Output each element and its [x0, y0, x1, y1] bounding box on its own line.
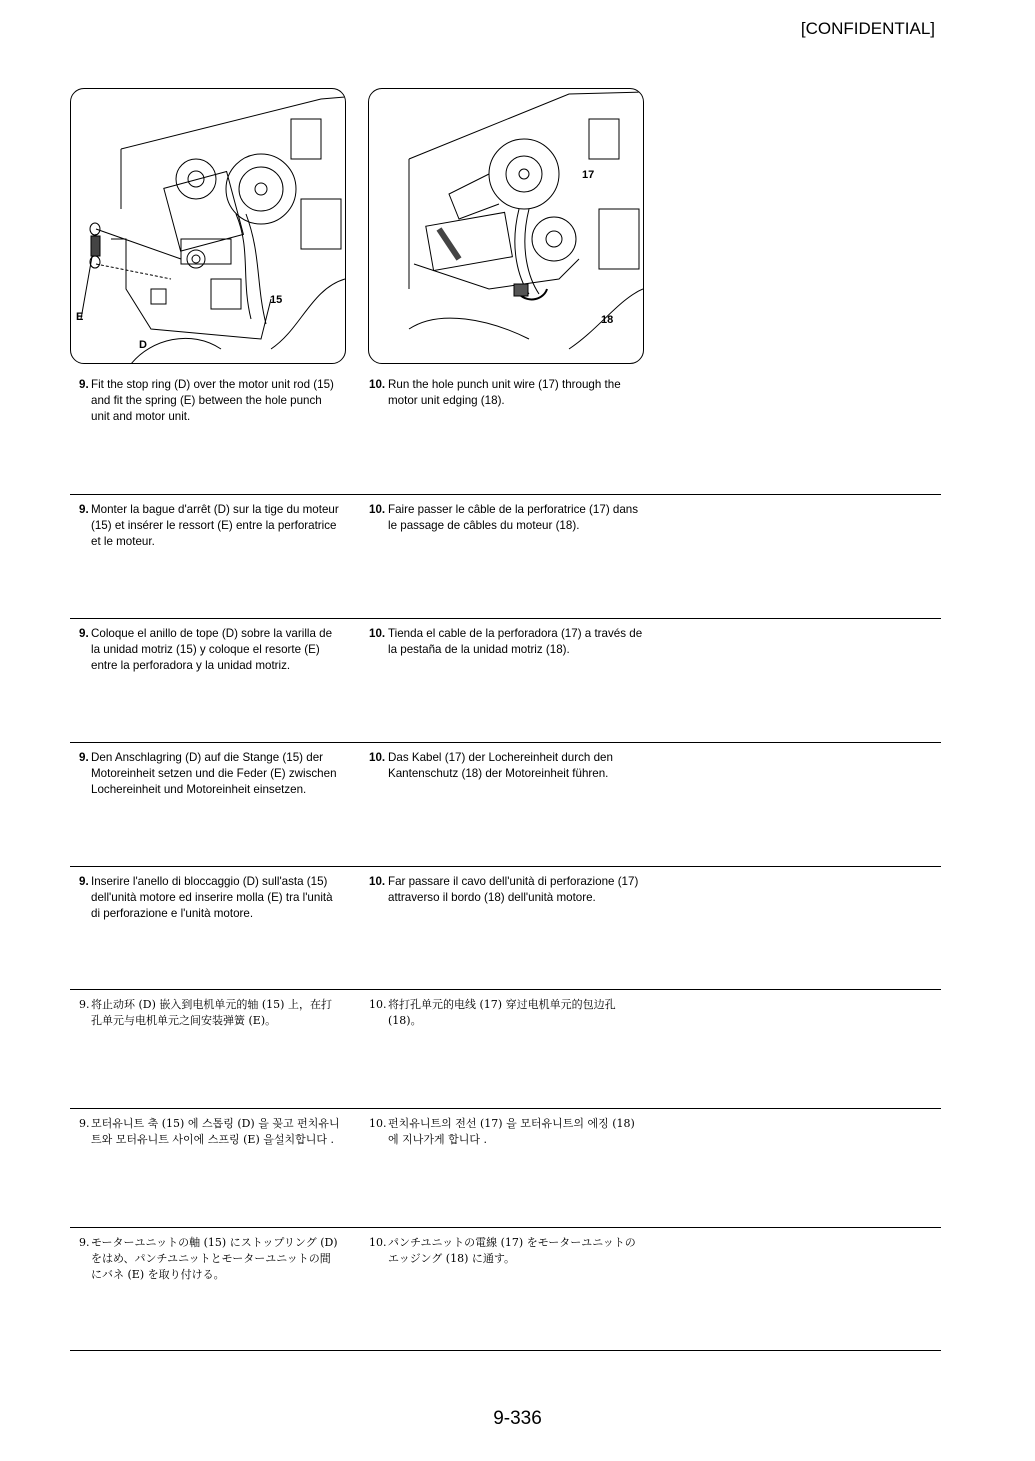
step-text: モーターユニットの軸 (15) にストップリング (D) をはめ、パンチユニットとモーターユニットの間にバネ (E) を取り付ける。	[91, 1236, 338, 1282]
step-text: Das Kabel (17) der Lochereinheit durch den Kantenschutz (18) der Motoreinheit führen.	[388, 751, 613, 781]
step-text: 将止动环 (D) 嵌入到电机单元的轴 (15) 上，在打孔单元与电机单元之间安装弹簧 (E)。	[91, 998, 332, 1028]
step-number: 9.	[79, 378, 89, 391]
step-number: 9.	[79, 1236, 90, 1249]
step-9	[79, 1116, 341, 1148]
step-text: 将打孔单元的电线 (17) 穿过电机单元的包边孔 (18)。	[388, 998, 616, 1028]
step-10	[369, 874, 644, 906]
section-divider	[70, 1350, 941, 1351]
step-text: Monter la bague d'arrêt (D) sur la tige du moteur (15) et insérer le ressort (E) entre la perforatrice et le moteur.	[91, 503, 339, 549]
step-number: 9.	[79, 998, 90, 1011]
line-drawing-motor-unit	[71, 89, 345, 363]
callout-17: 17	[582, 169, 595, 181]
step-number: 10.	[369, 1236, 387, 1249]
step-text: 펀치유니트의 전선 (17) 을 모터유니트의 에징 (18) 에 지나가게 합니다 .	[388, 1117, 635, 1147]
step-9	[79, 997, 341, 1029]
step-text: Run the hole punch unit wire (17) through the motor unit edging (18).	[388, 378, 621, 408]
callout-d: D	[139, 339, 147, 351]
illustration-stop-ring-spring	[70, 88, 346, 364]
step-number: 10.	[369, 875, 386, 888]
step-text: Tienda el cable de la perforadora (17) a través de la pestaña de la unidad motriz (18).	[388, 627, 643, 657]
step-10	[369, 997, 644, 1029]
step-10	[369, 750, 644, 782]
step-text: 모터유니트 축 (15) 에 스톱링 (D) 을 꽂고 펀치유니트와 모터유니트 사이에 스프링 (E) 을설치합니다 .	[91, 1117, 340, 1147]
step-10	[369, 626, 644, 658]
section-chinese	[70, 989, 941, 1103]
section-english	[70, 377, 941, 487]
step-9	[79, 502, 341, 551]
callout-15: 15	[270, 294, 283, 306]
section-german	[70, 742, 941, 861]
step-text: Inserire l'anello di bloccaggio (D) sull'asta (15) dell'unità motore ed inserire molla (E) tra l'unità di perforazione e l'unità motore.	[91, 875, 333, 921]
step-10	[369, 1235, 644, 1267]
step-number: 10.	[369, 751, 386, 764]
page-number: 9-336	[493, 1408, 542, 1429]
step-number: 10.	[369, 627, 386, 640]
step-9	[79, 377, 341, 426]
step-number: 10.	[369, 1117, 387, 1130]
step-text: パンチユニットの電線 (17) をモーターユニットのエッジング (18) に通す。	[388, 1236, 636, 1266]
section-korean	[70, 1108, 941, 1222]
step-number: 9.	[79, 503, 89, 516]
confidential-label: [CONFIDENTIAL]	[800, 19, 935, 38]
step-number: 10.	[369, 378, 386, 391]
step-9	[79, 874, 341, 923]
section-french	[70, 494, 941, 613]
step-number: 10.	[369, 998, 387, 1011]
step-number: 9.	[79, 751, 89, 764]
step-number: 9.	[79, 1117, 90, 1130]
step-text: Den Anschlagring (D) auf die Stange (15) der Motoreinheit setzen und die Feder (E) zwischen Lochereinheit und Motoreinheit einsetzen.	[91, 751, 337, 797]
step-10	[369, 377, 644, 409]
step-number: 10.	[369, 503, 386, 516]
step-10	[369, 502, 644, 534]
section-spanish	[70, 618, 941, 737]
callout-18: 18	[601, 314, 614, 326]
step-number: 9.	[79, 627, 89, 640]
step-9	[79, 1235, 341, 1284]
section-italian	[70, 866, 941, 985]
step-number: 9.	[79, 875, 89, 888]
step-text: Fit the stop ring (D) over the motor unit rod (15) and fit the spring (E) between the hole punch unit and motor unit.	[91, 378, 334, 424]
section-japanese	[70, 1227, 941, 1346]
callout-e: E	[76, 311, 84, 323]
illustration-wire-routing	[368, 88, 644, 364]
step-text: Far passare il cavo dell'unità di perforazione (17) attraverso il bordo (18) dell'unità motore.	[388, 875, 639, 905]
step-text: Coloque el anillo de tope (D) sobre la varilla de la unidad motriz (15) y coloque el resorte (E) entre la perforadora y la unidad motriz.	[91, 627, 333, 673]
step-text: Faire passer le câble de la perforatrice (17) dans le passage de câbles du moteur (18).	[388, 503, 639, 533]
step-9	[79, 626, 341, 675]
step-10	[369, 1116, 644, 1148]
step-9	[79, 750, 341, 799]
